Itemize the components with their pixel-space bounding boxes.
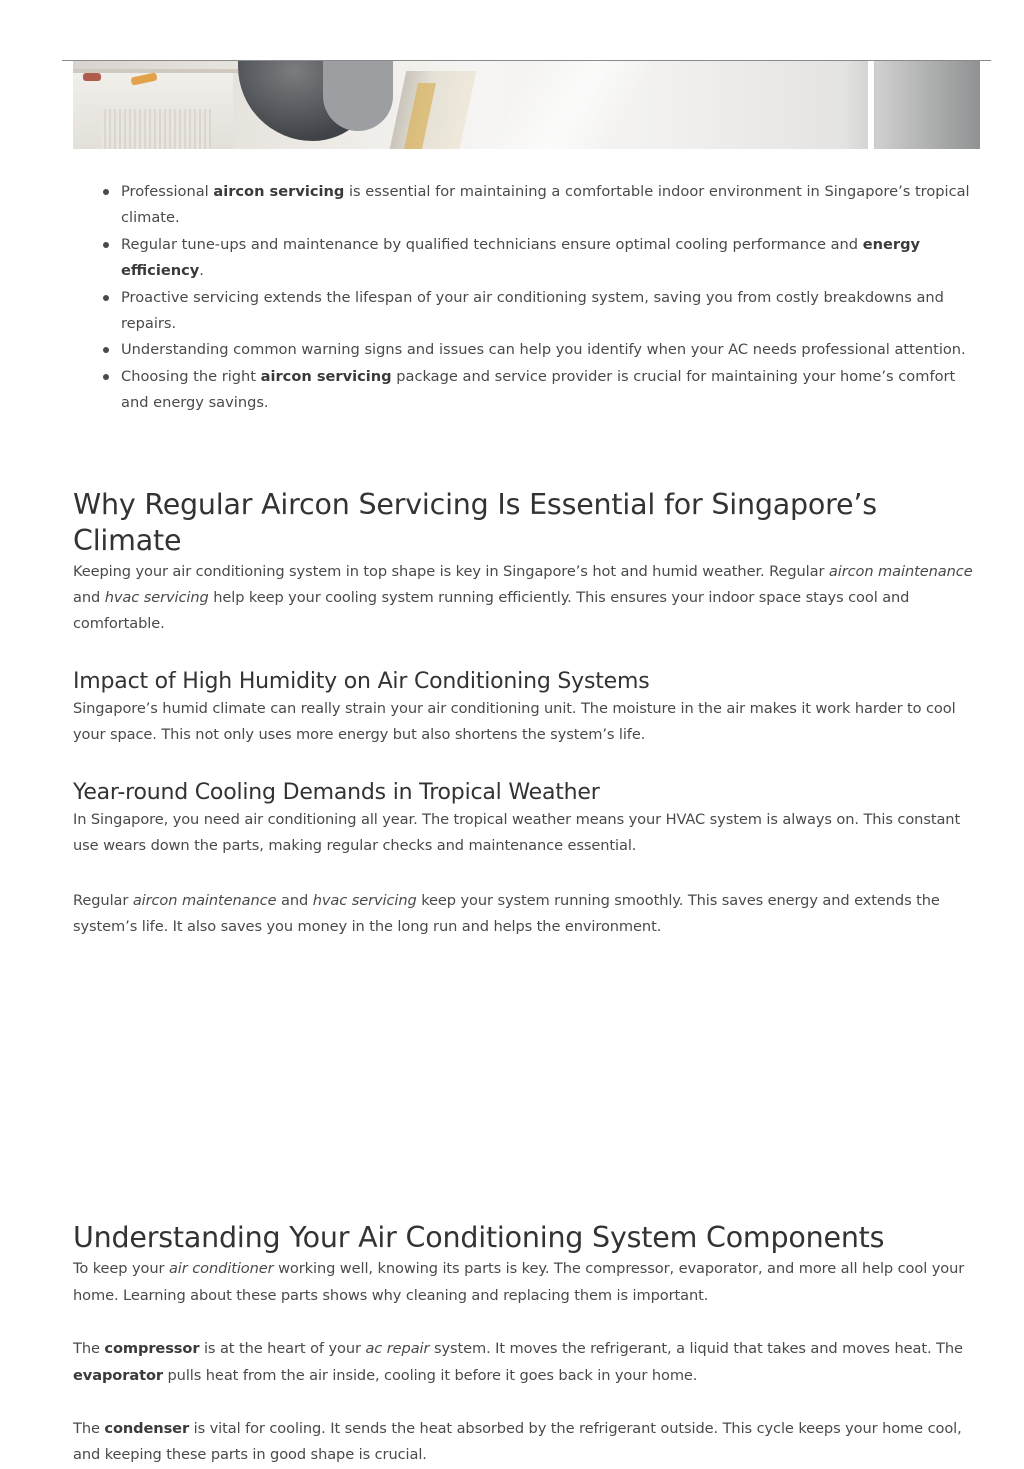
- section-heading-why-servicing: Why Regular Aircon Servicing Is Essential for Singapore’s Climate: [73, 487, 877, 557]
- light-shape: [493, 61, 653, 149]
- year-round-paragraph: In Singapore, you need air conditioning all year. The tropical weather means your HVAC system is always on. This constant use wears down the parts, making regular checks and maintenance essential.: [73, 810, 961, 855]
- hero-image: [73, 61, 980, 149]
- object-shape: [83, 73, 101, 81]
- subheading-humidity: Impact of High Humidity on Air Conditioning Systems: [73, 668, 650, 694]
- subheading-year-round: Year-round Cooling Demands in Tropical Weather: [73, 779, 600, 805]
- drawer-shape: [101, 109, 211, 149]
- sleeve-shape: [323, 61, 393, 131]
- maintenance-paragraph: Regular aircon maintenance and hvac servicing keep your system running smoothly. This saves energy and extends the system’s life. It also saves you money in the long run and helps the environment.: [73, 891, 940, 935]
- components-intro-paragraph: To keep your air conditioner working well, knowing its parts is key. The compressor, evaporator, and more all help cool your home. Learning about these parts shows why cleaning and replacing them is important.: [73, 1260, 965, 1304]
- section-intro-paragraph: Keeping your air conditioning system in top shape is key in Singapore’s hot and humid weather. Regular aircon maintenance and hvac servicing help keep your cooling system running efficiently. This ensures your indoor space stays cool and comfortable.: [73, 562, 973, 633]
- list-item: Choosing the right aircon servicing package and service provider is crucial for maintaining your home’s comfort and energy savings.: [121, 364, 978, 417]
- humidity-paragraph: Singapore’s humid climate can really strain your air conditioning unit. The moisture in the air makes it work harder to cool your space. This not only uses more energy but also shortens the system’s life.: [73, 699, 956, 744]
- list-item: Proactive servicing extends the lifespan of your air conditioning system, saving you from costly breakdowns and repairs.: [121, 285, 978, 338]
- article-content: [73, 179, 978, 1469]
- pole-shape: [868, 61, 874, 149]
- condenser-paragraph: The condenser is vital for cooling. It sends the heat absorbed by the refrigerant outside. This cycle keeps your home cool, and keeping these parts in good shape is crucial.: [73, 1419, 962, 1464]
- list-item: Regular tune-ups and maintenance by qualified technicians ensure optimal cooling performance and energy efficiency.: [121, 232, 978, 285]
- list-item: Professional aircon servicing is essential for maintaining a comfortable indoor environment in Singapore’s tropical climate.: [121, 179, 978, 232]
- key-takeaways-list: [73, 179, 978, 417]
- compressor-paragraph: The compressor is at the heart of your ac repair system. It moves the refrigerant, a liquid that takes and moves heat. The evaporator pulls heat from the air inside, cooling it before it goes back in your home.: [73, 1340, 963, 1384]
- section-heading-components: Understanding Your Air Conditioning System Components: [73, 1221, 885, 1255]
- list-item: Understanding common warning signs and issues can help you identify when your AC needs professional attention.: [121, 337, 978, 363]
